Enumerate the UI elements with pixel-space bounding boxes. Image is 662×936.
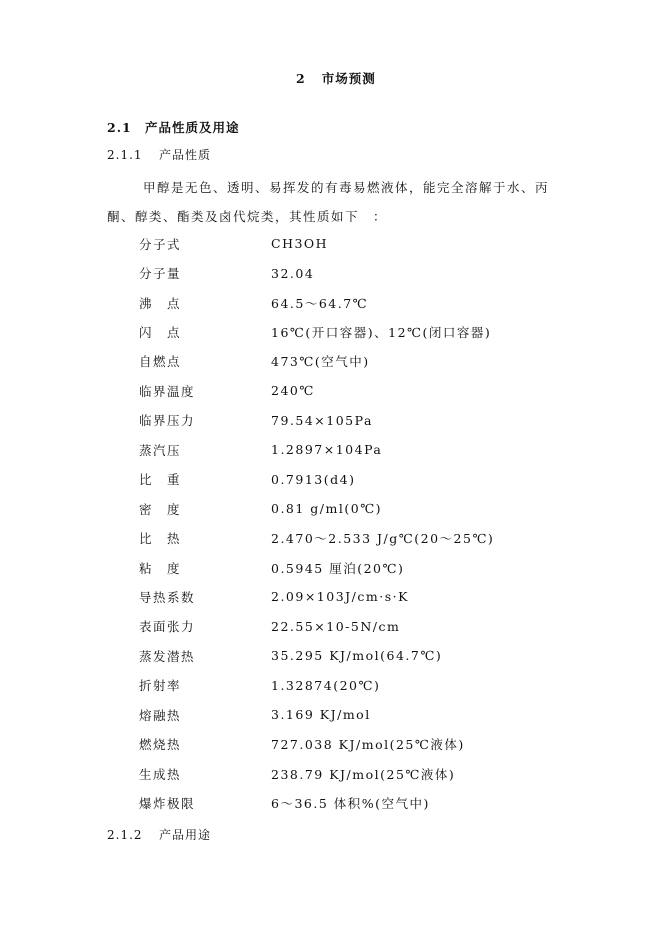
subsection-heading-uses xyxy=(107,826,211,843)
property-value: 6～36.5 体积%(空气中) xyxy=(271,796,430,812)
property-name: 闪 点 xyxy=(139,325,182,341)
property-name: 表面张力 xyxy=(139,619,196,635)
property-name: 蒸发潜热 xyxy=(139,648,196,664)
property-row xyxy=(139,406,559,435)
property-name: 比 热 xyxy=(139,531,182,547)
property-value: 32.04 xyxy=(271,265,315,281)
property-row xyxy=(139,729,559,758)
property-value: 473℃(空气中) xyxy=(271,354,370,370)
chapter-heading xyxy=(296,69,376,87)
property-name: 分子量 xyxy=(139,266,182,282)
property-name: 沸 点 xyxy=(139,295,182,311)
property-row xyxy=(139,465,559,494)
property-row xyxy=(139,317,559,346)
property-row xyxy=(139,435,559,464)
property-name: 自燃点 xyxy=(139,354,182,370)
property-row xyxy=(139,347,559,376)
property-name: 临界温度 xyxy=(139,383,196,399)
property-row xyxy=(139,523,559,552)
property-name: 粘 度 xyxy=(139,560,182,576)
property-name: 熔融热 xyxy=(139,707,182,723)
property-value: 22.55×10-5N/cm xyxy=(271,618,401,634)
subsection-heading-properties xyxy=(107,146,211,163)
subsection-title: 产品用途 xyxy=(159,828,212,842)
subsection-title: 产品性质 xyxy=(159,148,212,162)
property-name: 密 度 xyxy=(139,501,182,517)
property-row xyxy=(139,759,559,788)
property-value: 238.79 KJ/mol(25℃液体) xyxy=(271,766,456,782)
property-value: 0.7913(d4) xyxy=(271,471,356,487)
property-name: 生成热 xyxy=(139,766,182,782)
property-list xyxy=(139,229,559,818)
property-value: 79.54×105Pa xyxy=(271,412,373,428)
property-name: 折射率 xyxy=(139,678,182,694)
property-row xyxy=(139,288,559,317)
property-row xyxy=(139,582,559,611)
property-row xyxy=(139,641,559,670)
property-value: 0.81 g/ml(0℃) xyxy=(271,501,383,517)
subsection-number: 2.1.1 xyxy=(107,148,143,162)
property-value: 240℃ xyxy=(271,383,315,399)
property-row xyxy=(139,494,559,523)
section-heading xyxy=(107,118,240,136)
property-row xyxy=(139,671,559,700)
property-name: 临界压力 xyxy=(139,413,196,429)
property-value: 727.038 KJ/mol(25℃液体) xyxy=(271,737,465,753)
property-row xyxy=(139,376,559,405)
property-value: 1.2897×104Pa xyxy=(271,442,383,458)
property-value: CH3OH xyxy=(271,236,329,252)
property-value: 2.470～2.533 J/g℃(20～25℃) xyxy=(271,531,495,547)
property-name: 比 重 xyxy=(139,472,182,488)
property-value: 64.5～64.7℃ xyxy=(271,295,369,311)
property-row xyxy=(139,612,559,641)
property-row xyxy=(139,258,559,287)
property-row xyxy=(139,788,559,817)
property-name: 蒸汽压 xyxy=(139,442,182,458)
property-value: 16℃(开口容器)、12℃(闭口容器) xyxy=(271,325,492,341)
property-row xyxy=(139,553,559,582)
property-name: 燃烧热 xyxy=(139,737,182,753)
property-name: 导热系数 xyxy=(139,589,196,605)
section-number: 2.1 xyxy=(107,120,132,135)
property-name: 分子式 xyxy=(139,236,182,252)
property-row xyxy=(139,229,559,258)
property-value: 3.169 KJ/mol xyxy=(271,707,371,723)
property-value: 2.09×103J/cm·s·K xyxy=(271,589,409,605)
intro-paragraph: 甲醇是无色、透明、易挥发的有毒易燃液体，能完全溶解于水、丙酮、醇类、酯类及卤代烷类，其性质如下 ： xyxy=(107,180,550,224)
chapter-number: 2 xyxy=(296,71,306,86)
property-value: 0.5945 厘泊(20℃) xyxy=(271,560,405,576)
chapter-title: 市场预测 xyxy=(321,71,376,86)
property-row xyxy=(139,700,559,729)
subsection-number: 2.1.2 xyxy=(107,828,143,842)
property-value: 35.295 KJ/mol(64.7℃) xyxy=(271,648,443,664)
property-name: 爆炸极限 xyxy=(139,796,196,812)
section-title: 产品性质及用途 xyxy=(145,120,240,135)
property-value: 1.32874(20℃) xyxy=(271,677,381,693)
